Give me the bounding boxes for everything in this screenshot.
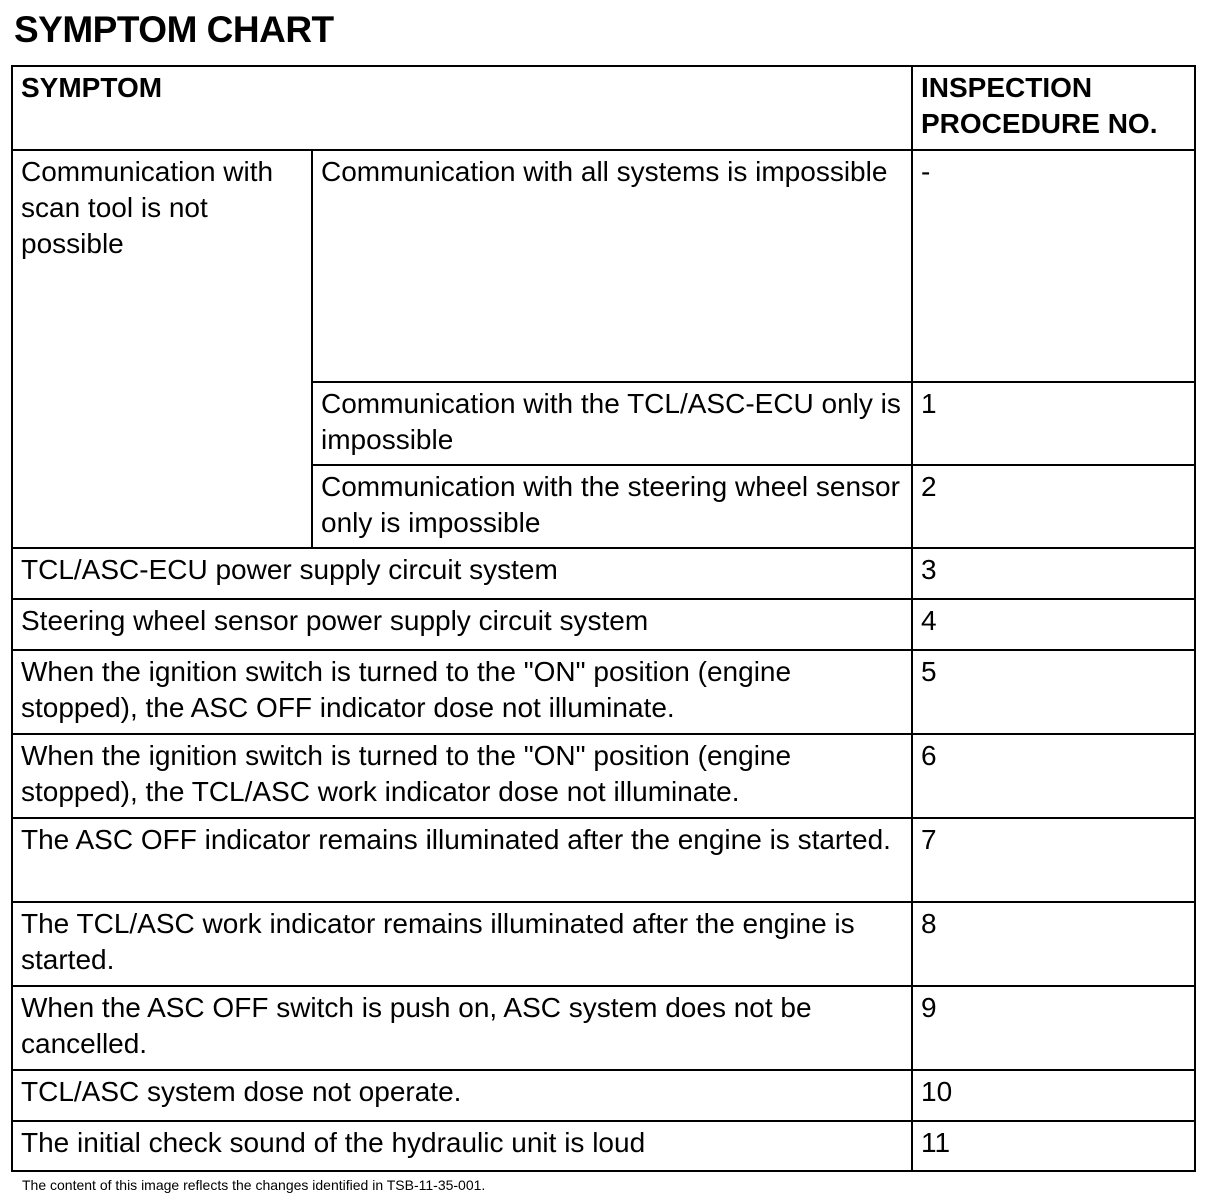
table-row [12,734,1195,818]
symptom-cell: TCL/ASC system dose not operate. [12,1070,912,1121]
table-row [12,1121,1195,1171]
procedure-cell: 10 [912,1070,1195,1121]
procedure-cell: 6 [912,734,1195,818]
symptom-cell: When the ignition switch is turned to the "ON" position (engine stopped), the ASC OFF indicator dose not illuminate. [12,650,912,734]
symptom-cell: When the ASC OFF switch is push on, ASC system does not be cancelled. [12,986,912,1070]
symptom-cell: The ASC OFF indicator remains illuminated after the engine is started. [12,818,912,902]
procedure-header: INSPECTION PROCEDURE NO. [912,66,1195,150]
procedure-cell: 9 [912,986,1195,1070]
symptom-cell: When the ignition switch is turned to the "ON" position (engine stopped), the TCL/ASC work indicator dose not illuminate. [12,734,912,818]
symptom-cell: Steering wheel sensor power supply circuit system [12,599,912,650]
procedure-cell: 5 [912,650,1195,734]
procedure-cell: 8 [912,902,1195,986]
procedure-cell: 2 [912,465,1195,548]
symptom-cell: TCL/ASC-ECU power supply circuit system [12,548,912,599]
header-row [12,66,1195,150]
footnote: The content of this image reflects the changes identified in TSB-11-35-001. [22,1177,486,1193]
symptom-cell: Communication with the TCL/ASC-ECU only is impossible [312,382,912,465]
table-row [12,986,1195,1070]
table-row [12,599,1195,650]
table-row [12,548,1195,599]
procedure-cell: 4 [912,599,1195,650]
table-row [12,1070,1195,1121]
page-title: SYMPTOM CHART [14,9,334,50]
procedure-cell: 3 [912,548,1195,599]
table-row [12,150,1195,382]
table-row [12,902,1195,986]
procedure-cell: 1 [912,382,1195,465]
symptom-cell: Communication with the steering wheel sensor only is impossible [312,465,912,548]
procedure-cell: 7 [912,818,1195,902]
symptom-header: SYMPTOM [12,66,912,150]
procedure-cell: - [912,150,1195,382]
procedure-cell: 11 [912,1121,1195,1171]
symptom-chart-table [11,65,1196,1172]
symptom-cell: Communication with all systems is impossible [312,150,912,382]
symptom-cell: The TCL/ASC work indicator remains illuminated after the engine is started. [12,902,912,986]
symptom-cell: The initial check sound of the hydraulic unit is loud [12,1121,912,1171]
communication-group-label: Communication with scan tool is not possible [12,150,312,548]
table-row [12,650,1195,734]
table-row [12,818,1195,902]
